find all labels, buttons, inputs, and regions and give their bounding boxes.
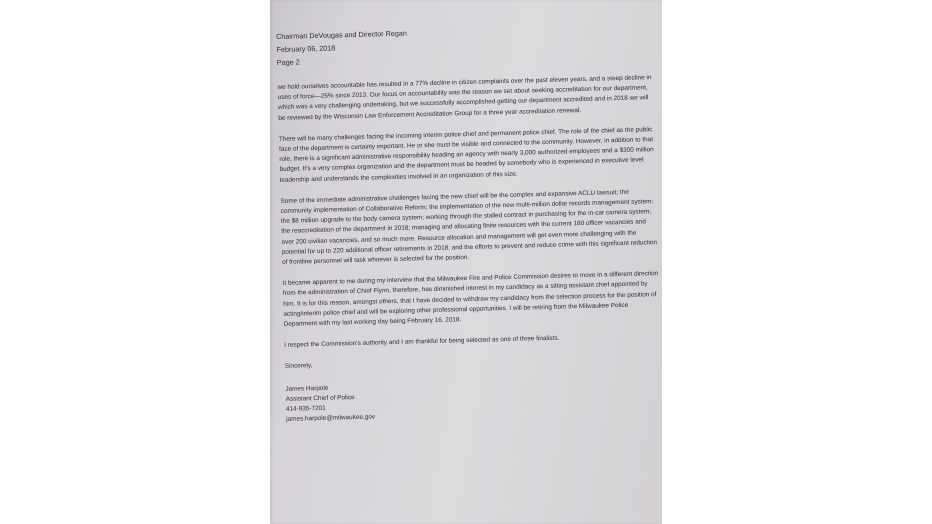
letter-closing: Sincerely,: [284, 362, 313, 371]
background-left: [0, 0, 270, 524]
paragraph-administrative-challenges: Some of the immediate administrative challenges facing the new chief will be the complex and expansive ACLU lawsuit; the community implementation of Collaborative Reform; the implementation of the new multi-million dollar records management system; the $8 million upgrade to the body camera system; working through the stalled contract in purchasing for the in-car camera system; the reaccreditation of the department in 2018; managing and allocating finite resources with the current 180 officer vacancies and over 200 civilian vacancies, and so much more. Resource allocation and management will get even more challenging with the potential for up to 220 additional officer retirements in 2018, and the efforts to prevent and reduce crime with this significant reduction of frontline personnel will task whoever is selected for the position.: [280, 188, 658, 266]
signature-title: Assistant Chief of Police: [285, 393, 355, 403]
letter-recipient: Chairman DeVougas and Director Regan: [276, 28, 407, 41]
letter-page-number: Page 2: [276, 57, 300, 67]
signature-block: [285, 374, 662, 425]
paragraph-challenges: There will be many challenges facing the incoming interim police chief and permanent police chief. The role of the chief as the public face of the department is certainly important. He or she must be visible and connected to the community. However, in addition to that role, there is a significant administrative responsibility heading an agency with nearly 3,000 authorized employees and a $300 million budget. It's a very complex organization and the department must be headed by somebody who is experienced in executive level leadership and understands the complexities involved in an organization of this size.: [278, 125, 654, 184]
letter-page-photo: [270, 0, 662, 524]
background-right: [662, 0, 932, 524]
signature-email: james.harpole@milwaukee.gov: [286, 413, 376, 424]
paragraph-thanks: I respect the Commission's authority and I am thankful for being selected as one of three finalists.: [284, 334, 560, 350]
letter-body: [276, 20, 662, 425]
signature-phone: 414-935-7201: [285, 404, 326, 413]
paragraph-accountability: we hold ourselves accountable has resulted in a 77% decline in citizen complaints over the past eleven years, and a steep decline in uses of force—25% since 2013. Our focus on accountability was the reason we set about seeking accreditation for our department, which was a very challenging undertaking, but we successfully accomplished getting our department accredited and in 2018 we will be reviewed by the Wisconsin Law Enforcement Accreditation Group for a three year accreditation renewal.: [277, 74, 652, 122]
signature-name: James Harpole: [285, 384, 329, 393]
paragraph-withdrawal: It became apparent to me during my interview that the Milwaukee Fire and Police Commission desires to move in a different direction from the administration of Chief Flynn, therefore, has diminished interest in my candidacy as a sitting assistant chief appointed by him. It is for this reason, amongst others, that I have decided to withdraw my candidacy from the selection process for the position of acting/interim police chief and will be exploring other professional opportunities. I will be retiring from the Milwaukee Police Department with my last working day being February 16, 2018.: [282, 270, 659, 328]
letter-date: February 06, 2018: [276, 43, 336, 54]
